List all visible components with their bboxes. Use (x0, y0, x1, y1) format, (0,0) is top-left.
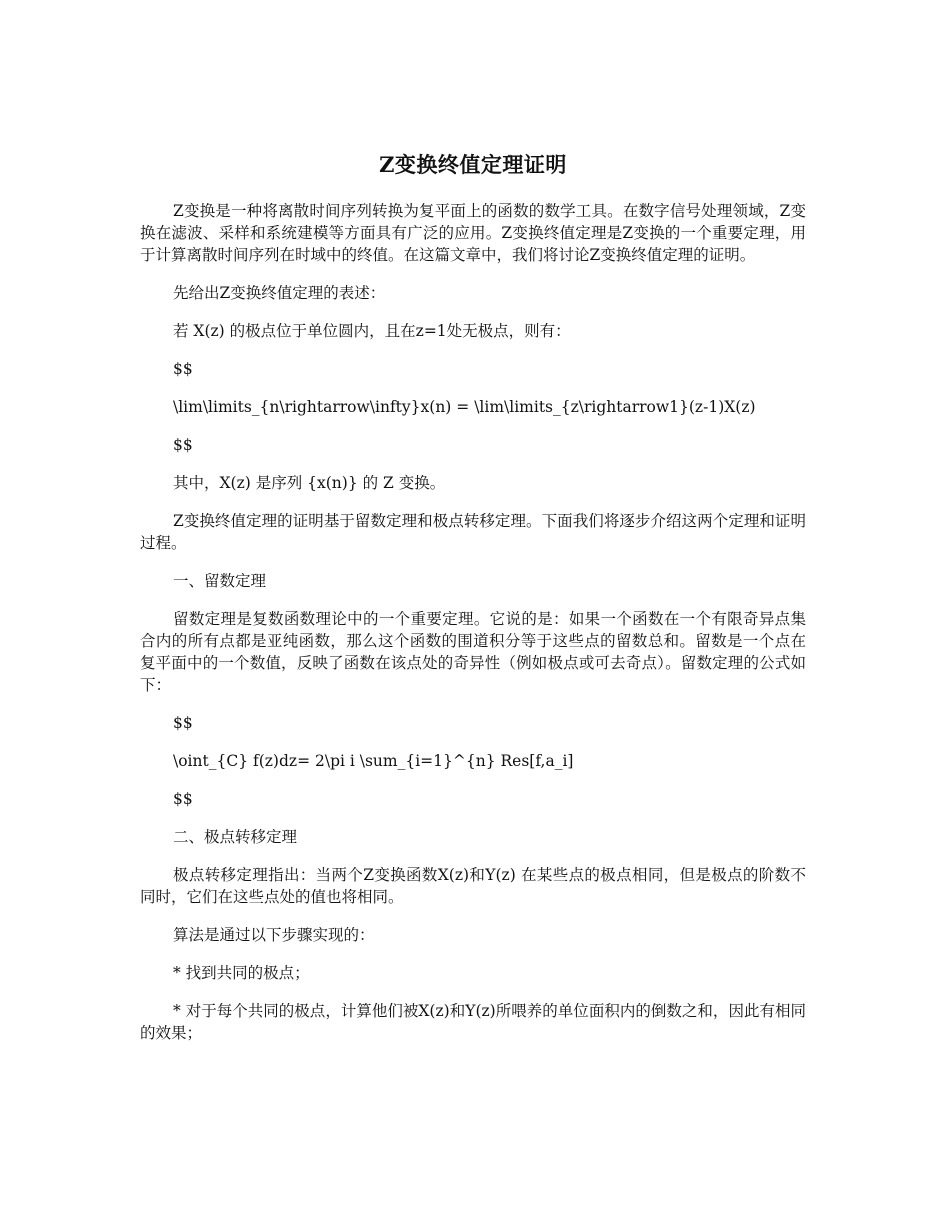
math-delimiter-close: $$ (173, 436, 193, 454)
math-delimiter-open: $$ (173, 714, 193, 732)
math-delimiter-close: $$ (173, 790, 193, 808)
paragraph-intro: Z变换是一种将离散时间序列转换为复平面上的函数的数学工具。在数字信号处理领域，Z变换在滤波、采样和系统建模等方面具有广泛的应用。Z变换终值定理是Z变换的一个重要定理，用于计算离散时间序列在时域中的终值。在这篇文章中，我们将讨论Z变换终值定理的证明。 (140, 202, 806, 264)
list-item-step-2: * 对于每个共同的极点，计算他们被X(z)和Y(z)所喂养的单位面积内的倒数之和，因此有相同的效果； (140, 1002, 806, 1042)
list-item-step-1: * 找到共同的极点； (173, 964, 310, 982)
document-page (140, 150, 806, 1060)
paragraph-proof-basis: Z变换终值定理的证明基于留数定理和极点转移定理。下面我们将逐步介绍这两个定理和证明过程。 (140, 512, 806, 552)
paragraph-statement-lead: 先给出Z变换终值定理的表述： (173, 284, 386, 302)
paragraph-algorithm-lead: 算法是通过以下步骤实现的： (173, 926, 375, 944)
section-heading-residue: 一、留数定理 (173, 572, 267, 590)
section-heading-pole-transfer: 二、极点转移定理 (173, 828, 298, 846)
paragraph-pole-transfer: 极点转移定理指出：当两个Z变换函数X(z)和Y(z) 在某些点的极点相同，但是极点的阶数不同时，它们在这些点处的值也将相同。 (140, 866, 806, 906)
document-title: Z变换终值定理证明 (379, 152, 567, 177)
math-delimiter-open: $$ (173, 360, 193, 378)
math-formula-final-value: \lim\limits_{n\rightarrow\infty}x(n) = \lim\limits_{z\rightarrow1}(z-1)X(z) (173, 398, 756, 416)
paragraph-residue-theorem: 留数定理是复数函数理论中的一个重要定理。它说的是：如果一个函数在一个有限奇异点集合内的所有点都是亚纯函数，那么这个函数的围道积分等于这些点的留数总和。留数是一个点在复平面中的一个数值，反映了函数在该点处的奇异性（例如极点或可去奇点）。留数定理的公式如下： (140, 610, 806, 694)
paragraph-definition: 其中，X(z) 是序列 {x(n)} 的 Z 变换。 (173, 474, 446, 492)
math-formula-residue: \oint_{C} f(z)dz= 2\pi i \sum_{i=1}^{n} Res[f,a_i] (173, 752, 574, 770)
paragraph-condition: 若 X(z) 的极点位于单位圆内，且在z=1处无极点，则有： (173, 322, 571, 340)
